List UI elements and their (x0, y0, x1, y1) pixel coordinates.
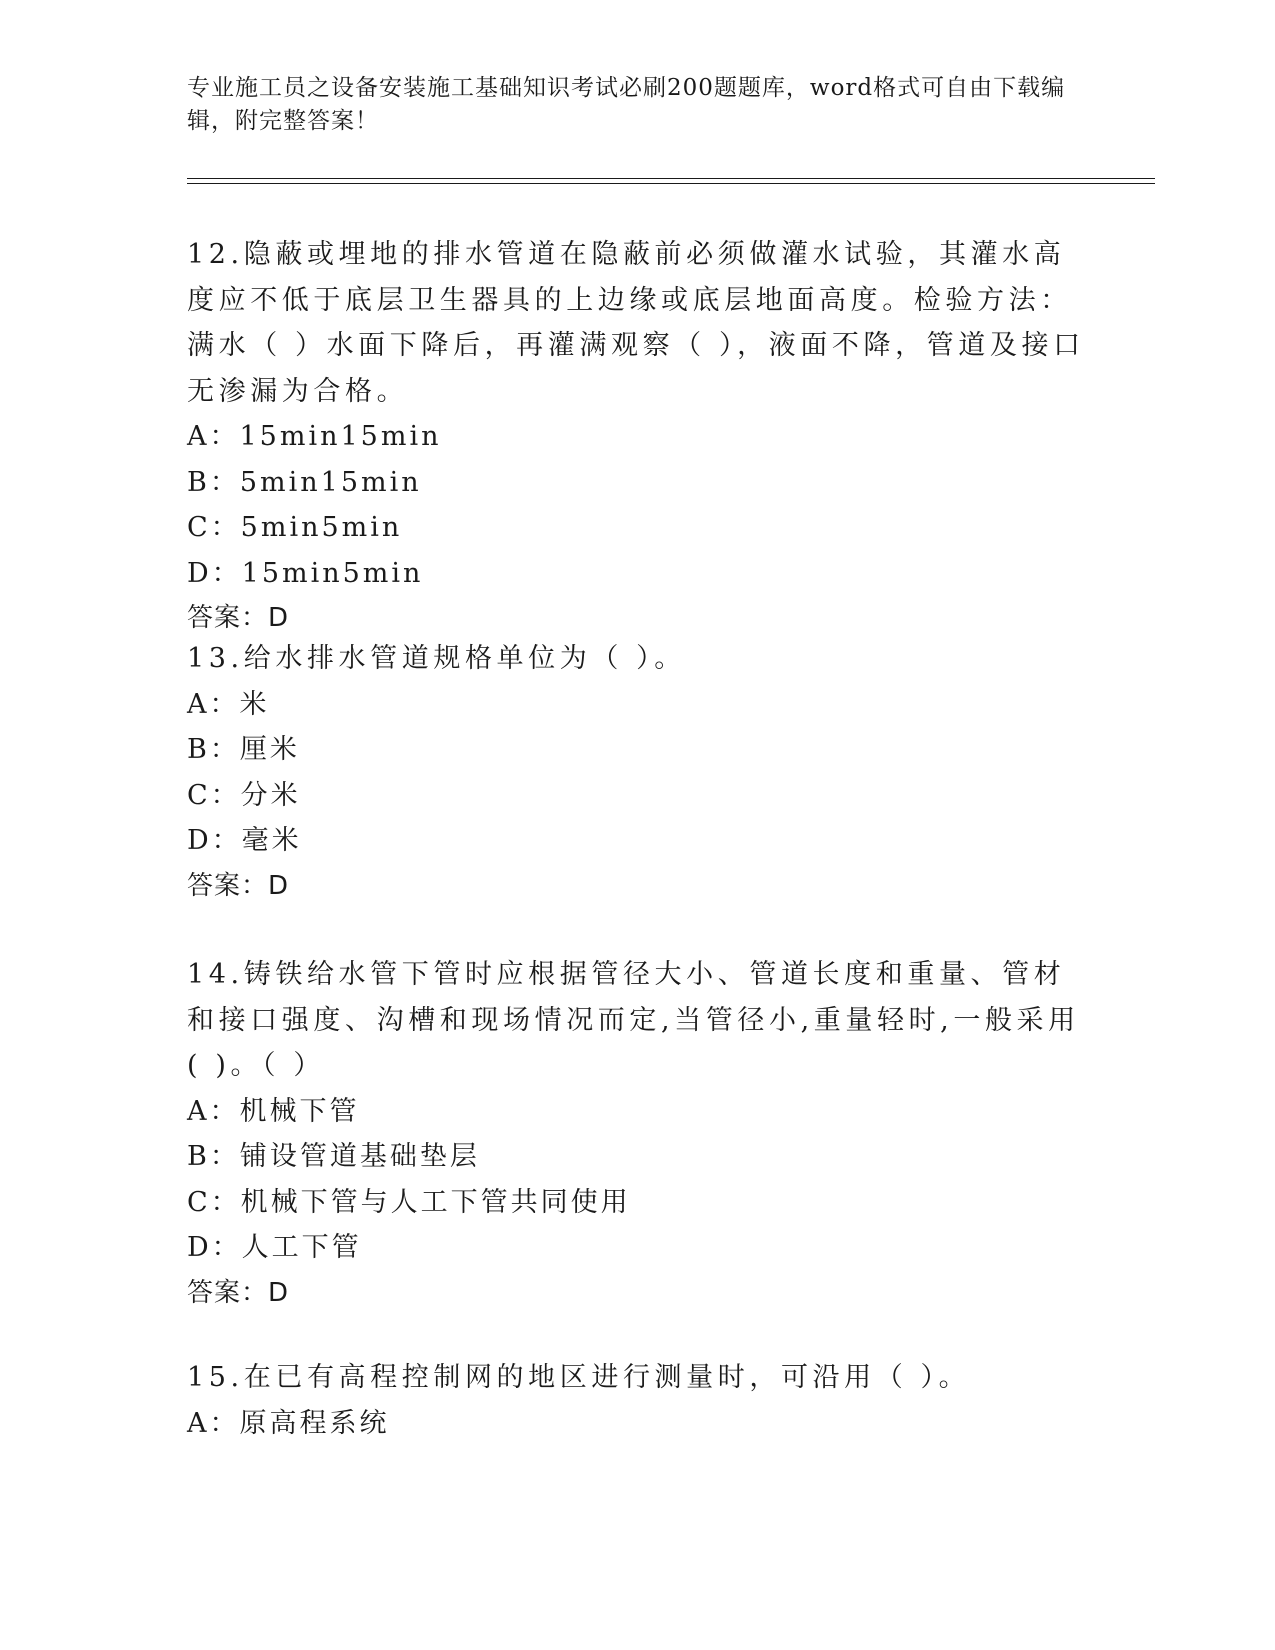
question-text: 15.在已有高程控制网的地区进行测量时，可沿用（ ）。 (187, 1362, 971, 1393)
option-a: A：原高程系统 (187, 1407, 390, 1439)
header-divider-top (187, 178, 1155, 179)
question-12 (187, 232, 1087, 642)
header-divider-bottom (187, 183, 1155, 184)
option-a: A：米 (187, 688, 270, 720)
option-list (187, 1401, 1087, 1447)
option-a: A：15min15min (187, 421, 442, 452)
question-14 (187, 952, 1087, 1316)
option-b: B：5min15min (187, 466, 422, 498)
option-b: B：铺设管道基础垫层 (187, 1141, 480, 1172)
option-c: C：机械下管与人工下管共同使用 (187, 1186, 631, 1218)
option-d: D：人工下管 (187, 1232, 362, 1263)
header-text: 专业施工员之设备安装施工基础知识考试必刷200题题库，word格式可自由下载编辑，附完整答案！ (187, 75, 1066, 134)
option-list (187, 414, 1087, 596)
answer: 答案：D (187, 603, 290, 633)
question-text: 12.隐蔽或埋地的排水管道在隐蔽前必须做灌水试验，其灌水高度应不低于底层卫生器具的上边缘或底层地面高度。检验方法：满水（ ）水面下降后，再灌满观察（ ），液面不降，管道及接口无渗漏为合格。 (187, 239, 1085, 407)
question-text: 13.给水排水管道规格单位为（ ）。 (187, 643, 686, 674)
option-b: B：厘米 (187, 734, 300, 765)
answer: 答案：D (187, 1277, 290, 1308)
option-list (187, 682, 1087, 864)
option-d: D：毫米 (187, 825, 302, 856)
document-header (187, 72, 1087, 138)
answer: 答案：D (187, 870, 290, 901)
option-a: A：机械下管 (187, 1095, 360, 1127)
question-15 (187, 1355, 1087, 1446)
question-13 (187, 636, 1087, 909)
question-text: 14.铸铁给水管下管时应根据管径大小、管道长度和重量、管材和接口强度、沟槽和现场情况而定,当管径小,重量轻时,一般采用( )。（ ） (187, 959, 1080, 1081)
option-c: C：5min5min (187, 512, 403, 543)
option-d: D：15min5min (187, 557, 424, 589)
option-list (187, 1089, 1087, 1271)
option-c: C：分米 (187, 779, 301, 811)
